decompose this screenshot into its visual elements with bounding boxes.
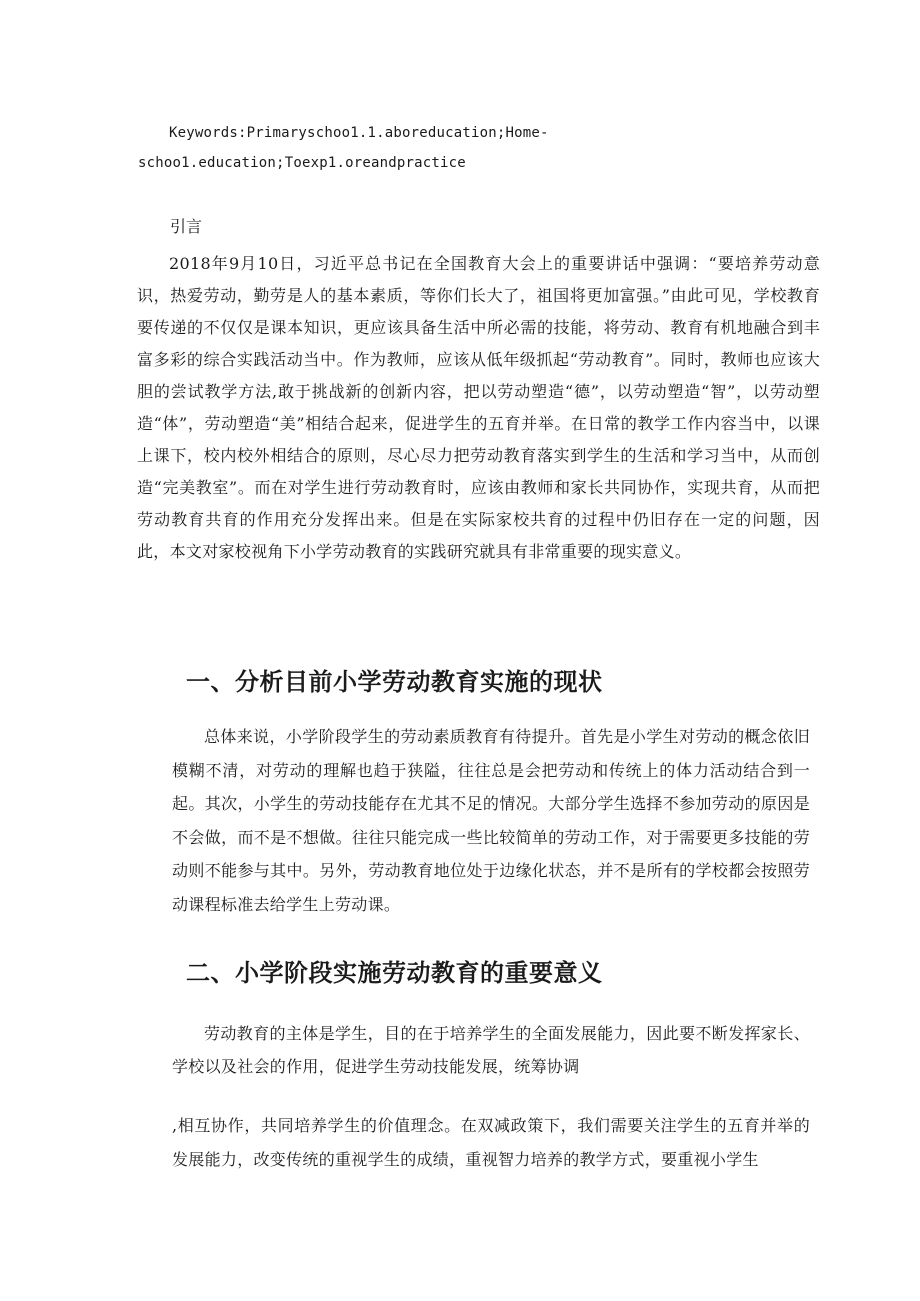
keywords — [138, 118, 818, 178]
intro-paragraph: 2018年9月10日，习近平总书记在全国教育大会上的重要讲话中强调：“要培养劳动意识，热爱劳动，勤劳是人的基本素质，等你们长大了，祖国将更加富强。”由此可见，学校教育要传递的不仅仅是课本知识，更应该具备生活中所必需的技能，将劳动、教育有机地融合到丰富多彩的综合实践活动当中。作为教师，应该从低年级抓起“劳动教育”。同时，教师也应该大胆的尝试教学方法,敢于挑战新的创新内容，把以劳动塑造“德”，以劳动塑造“智”，以劳动塑造“体”，劳动塑造“美”相结合起来，促进学生的五育并举。在日常的教学工作内容当中，以课上课下，校内校外相结合的原则，尽心尽力把劳动教育落实到学生的生活和学习当中，从而创造“完美教室”。而在对学生进行劳动教育时，应该由教师和家长共同协作，实现共育，从而把劳动教育共育的作用充分发挥出来。但是在实际家校共育的过程中仍旧存在一定的问题，因此，本文对家校视角下小学劳动教育的实践研究就具有非常重要的现实意义。 — [137, 254, 820, 561]
section-2-heading: 二、小学阶段实施劳动教育的重要意义 — [186, 959, 603, 987]
section-2-paragraph-1: 劳动教育的主体是学生，目的在于培养学生的全面发展能力，因此要不断发挥家长、学校以及社会的作用，促进学生劳动技能发展，统筹协调 — [172, 1024, 810, 1076]
section-2-paragraph-2: ,相互协作，共同培养学生的价值理念。在双减政策下，我们需要关注学生的五育并举的发展能力，改变传统的重视学生的成绩，重视智力培养的教学方式，要重视小学生 — [172, 1116, 810, 1169]
intro-title: 引言 — [170, 217, 203, 236]
section-1-heading: 一、分析目前小学劳动教育实施的现状 — [186, 668, 603, 696]
keywords-line-1: Keywords:Primaryschoo1.1.aboreducation;Home- — [169, 125, 549, 141]
keywords-line-2: schoo1.education;Toexp1.oreandpractice — [138, 155, 466, 171]
section-1-paragraph: 总体来说，小学阶段学生的劳动素质教育有待提升。首先是小学生对劳动的概念依旧模糊不清，对劳动的理解也趋于狭隘，往往总是会把劳动和传统上的体力活动结合到一起。其次，小学生的劳动技能存在尤其不足的情况。大部分学生选择不参加劳动的原因是不会做，而不是不想做。往往只能完成一些比较简单的劳动工作，对于需要更多技能的劳动则不能参与其中。另外，劳动教育地位处于边缘化状态，并不是所有的学校都会按照劳动课程标准去给学生上劳动课。 — [172, 727, 810, 914]
